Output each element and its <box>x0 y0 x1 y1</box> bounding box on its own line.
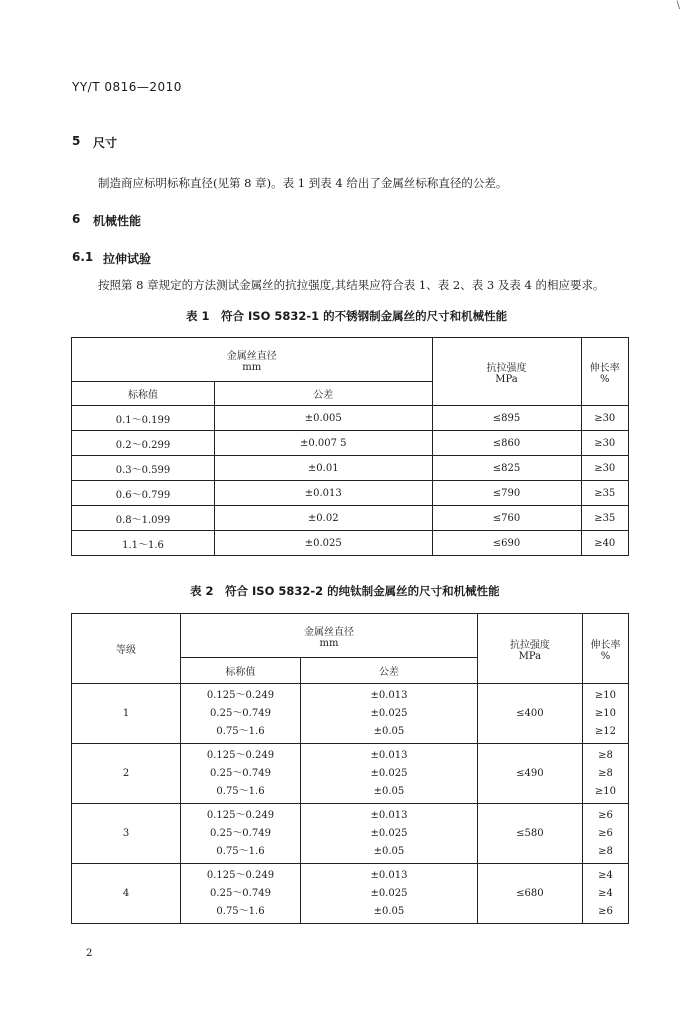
table-row: 0.2～0.299 ±0.007 5 ≤860 ≥30 <box>72 431 629 456</box>
table-row: 4 0.125～0.249 0.25～0.749 0.75～1.6 ±0.013 ±0.025 ±0.05 ≤680 ≥4 ≥4 ≥6 <box>72 864 629 924</box>
corner-mark: \ <box>676 0 680 11</box>
table-2 <box>71 613 629 924</box>
section-5-text: 制造商应标明标称直径(见第 8 章)。表 1 到表 4 给出了金属丝标称直径的公差。 <box>98 176 508 190</box>
t1-head-strength: 抗拉强度 MPa <box>432 338 581 406</box>
table-row: 0.6～0.799 ±0.013 ≤790 ≥35 <box>72 481 629 506</box>
table-2-caption: 表 2 符合 ISO 5832-2 的纯钛制金属丝的尺寸和机械性能 <box>190 584 500 598</box>
table-1-caption: 表 1 符合 ISO 5832-1 的不锈钢制金属丝的尺寸和机械性能 <box>186 309 508 323</box>
table-1 <box>71 337 629 556</box>
section-6-1-number: 6.1 <box>72 250 94 264</box>
section-6-number: 6 <box>72 212 81 226</box>
section-5-number: 5 <box>72 134 81 148</box>
table-row: 2 0.125～0.249 0.25～0.749 0.75～1.6 ±0.013 ±0.025 ±0.05 ≤490 ≥8 ≥8 ≥10 <box>72 744 629 804</box>
page-number: 2 <box>86 948 93 959</box>
section-5-title: 尺寸 <box>93 136 118 150</box>
section-6-title: 机械性能 <box>93 214 142 228</box>
t2-head-elongation: 伸长率 % <box>582 614 628 684</box>
document-header: YY/T 0816—2010 <box>72 80 182 94</box>
section-6-1-text: 按照第 8 章规定的方法测试金属丝的抗拉强度,其结果应符合表 1、表 2、表 3 及表 4 的相应要求。 <box>98 278 605 292</box>
table-row: 1.1～1.6 ±0.025 ≤690 ≥40 <box>72 531 629 556</box>
t1-head-elongation: 伸长率 % <box>581 338 629 406</box>
t1-head-tolerance: 公差 <box>215 382 433 406</box>
t1-head-diameter: 金属丝直径 mm <box>72 338 433 382</box>
section-6-1-title: 拉伸试验 <box>103 252 152 266</box>
t2-head-grade: 等级 <box>72 614 181 684</box>
t2-head-diameter: 金属丝直径 mm <box>181 614 478 658</box>
table-row: 0.1～0.199 ±0.005 ≤895 ≥30 <box>72 406 629 431</box>
t2-head-nominal: 标称值 <box>181 658 301 684</box>
table-row: 0.3～0.599 ±0.01 ≤825 ≥30 <box>72 456 629 481</box>
table-row: 1 0.125～0.249 0.25～0.749 0.75～1.6 ±0.013 ±0.025 ±0.05 ≤400 ≥10 ≥10 ≥12 <box>72 684 629 744</box>
t2-head-tolerance: 公差 <box>301 658 478 684</box>
table-row: 3 0.125～0.249 0.25～0.749 0.75～1.6 ±0.013 ±0.025 ±0.05 ≤580 ≥6 ≥6 ≥8 <box>72 804 629 864</box>
table-row: 0.8～1.099 ±0.02 ≤760 ≥35 <box>72 506 629 531</box>
t1-head-nominal: 标称值 <box>72 382 215 406</box>
t2-head-strength: 抗拉强度 MPa <box>477 614 582 684</box>
